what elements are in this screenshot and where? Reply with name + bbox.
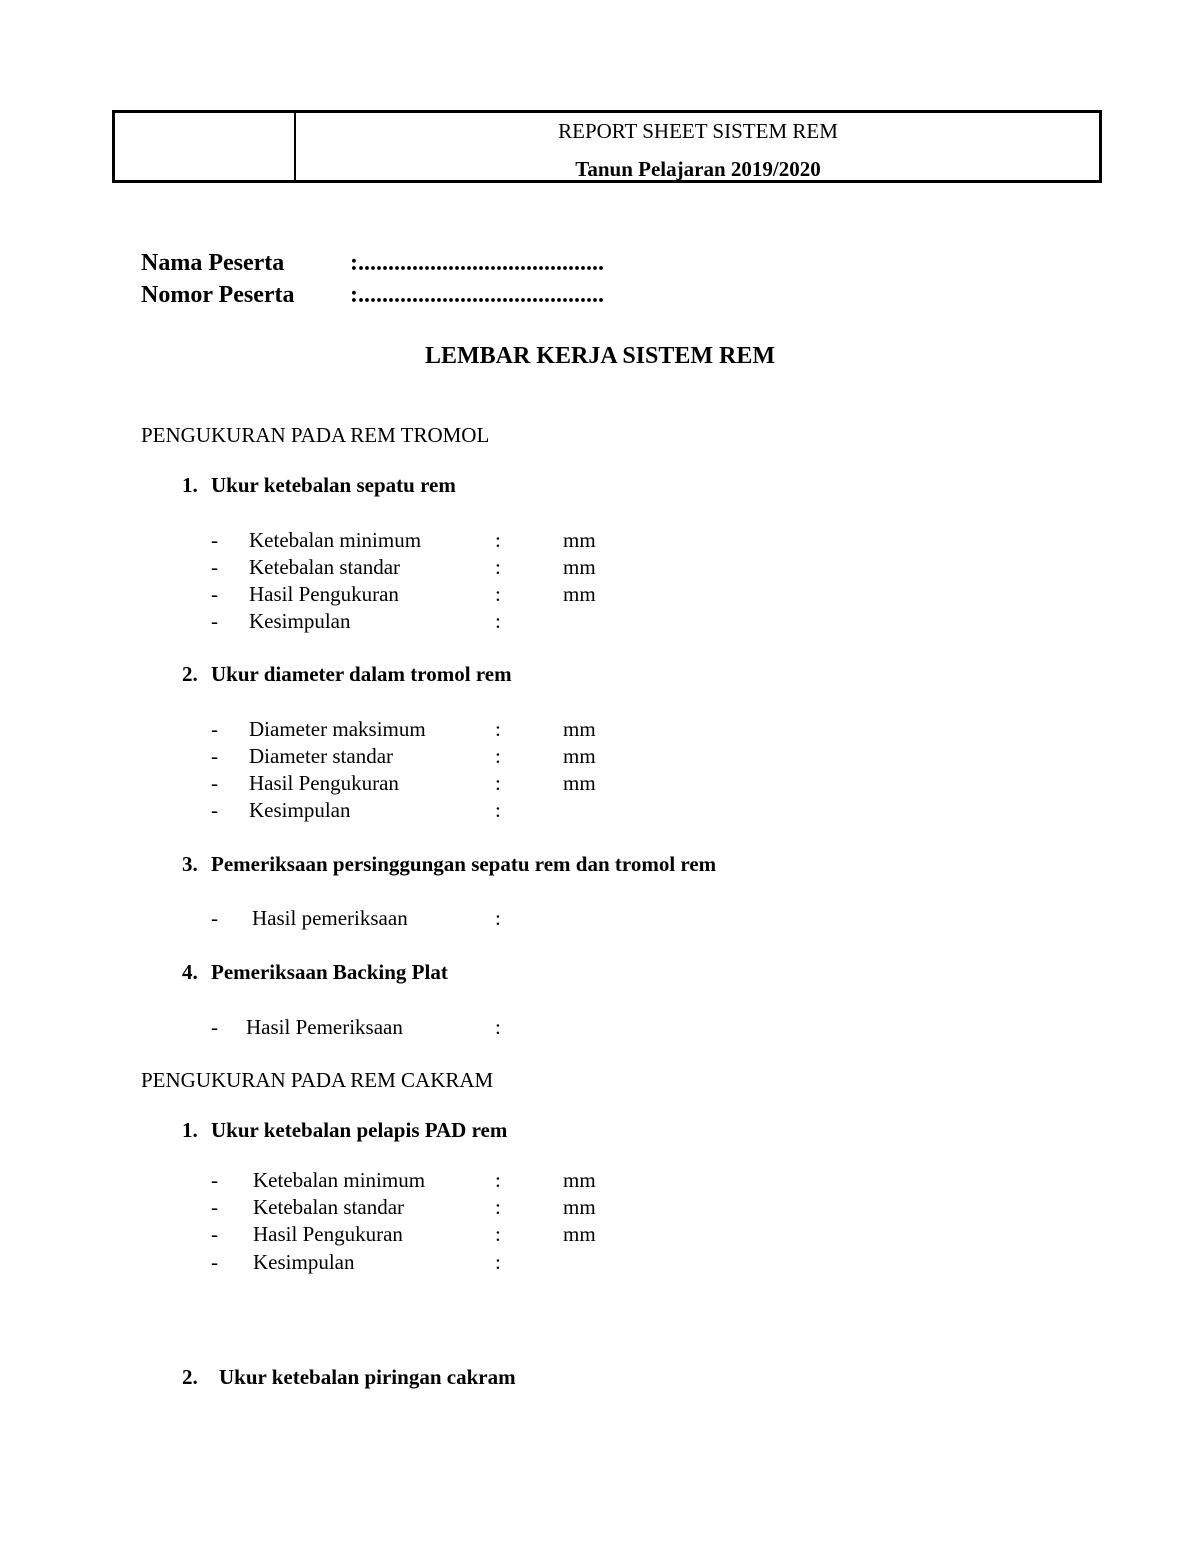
question-number: 1.: [182, 1118, 198, 1142]
name-field: :.........................................: [350, 250, 604, 276]
item-label: Diameter maksimum: [249, 717, 426, 741]
item-colon: :: [495, 1250, 501, 1274]
item-label: Ketebalan standar: [249, 555, 401, 579]
item-unit: mm: [563, 744, 596, 768]
item-unit: mm: [563, 555, 596, 579]
item-colon: :: [495, 1015, 501, 1039]
academic-year: Tanun Pelajaran 2019/2020: [575, 157, 821, 181]
item-colon: :: [495, 1168, 501, 1192]
question-text: Pemeriksaan Backing Plat: [211, 960, 448, 984]
question-text: Pemeriksaan persinggungan sepatu rem dan tromol rem: [211, 852, 717, 876]
worksheet-title: LEMBAR KERJA SISTEM REM: [424, 343, 776, 369]
list-dash: -: [211, 528, 218, 552]
item-label: Hasil pemeriksaan: [252, 906, 408, 930]
item-label: Hasil Pengukuran: [249, 582, 399, 606]
list-dash: -: [211, 555, 218, 579]
item-unit: mm: [563, 1195, 596, 1219]
item-colon: :: [495, 744, 501, 768]
question-number: 1.: [182, 473, 198, 497]
disc-section-heading: PENGUKURAN PADA REM CAKRAM: [141, 1068, 494, 1092]
list-dash: -: [211, 1195, 218, 1219]
name-label: Nama Peserta: [141, 250, 285, 276]
list-dash: -: [211, 609, 218, 633]
question-text: Ukur ketebalan piringan cakram: [219, 1365, 516, 1389]
item-colon: :: [495, 1222, 501, 1246]
item-label: Ketebalan minimum: [253, 1168, 426, 1192]
list-dash: -: [211, 1015, 218, 1039]
question-text: Ukur ketebalan sepatu rem: [211, 473, 456, 497]
item-label: Kesimpulan: [253, 1250, 355, 1274]
item-colon: :: [495, 771, 501, 795]
item-label: Hasil Pengukuran: [253, 1222, 403, 1246]
drum-section-heading: PENGUKURAN PADA REM TROMOL: [141, 423, 490, 447]
number-label: Nomor Peserta: [141, 282, 295, 308]
item-label: Diameter standar: [249, 744, 394, 768]
item-unit: mm: [563, 582, 596, 606]
question-number: 3.: [182, 852, 198, 876]
item-label: Hasil Pengukuran: [249, 771, 399, 795]
item-colon: :: [495, 582, 501, 606]
item-unit: mm: [563, 1222, 596, 1246]
item-label: Ketebalan minimum: [249, 528, 422, 552]
list-dash: -: [211, 1250, 218, 1274]
item-colon: :: [495, 609, 501, 633]
question-number: 2.: [182, 662, 198, 686]
list-dash: -: [211, 1168, 218, 1192]
header-divider: [294, 113, 296, 180]
list-dash: -: [211, 798, 218, 822]
list-dash: -: [211, 744, 218, 768]
item-label: Hasil Pemeriksaan: [246, 1015, 403, 1039]
item-colon: :: [495, 528, 501, 552]
item-label: Kesimpulan: [249, 798, 351, 822]
list-dash: -: [211, 771, 218, 795]
item-label: Kesimpulan: [249, 609, 351, 633]
list-dash: -: [211, 717, 218, 741]
item-colon: :: [495, 1195, 501, 1219]
report-title: REPORT SHEET SISTEM REM: [558, 119, 838, 143]
question-number: 4.: [182, 960, 198, 984]
list-dash: -: [211, 582, 218, 606]
item-unit: mm: [563, 771, 596, 795]
item-colon: :: [495, 906, 501, 930]
question-number: 2.: [182, 1365, 198, 1389]
item-colon: :: [495, 555, 501, 579]
number-field: :.........................................: [350, 282, 604, 308]
item-unit: mm: [563, 1168, 596, 1192]
item-unit: mm: [563, 528, 596, 552]
item-unit: mm: [563, 717, 596, 741]
list-dash: -: [211, 906, 218, 930]
question-text: Ukur diameter dalam tromol rem: [211, 662, 512, 686]
item-colon: :: [495, 798, 501, 822]
item-colon: :: [495, 717, 501, 741]
item-label: Ketebalan standar: [253, 1195, 405, 1219]
question-text: Ukur ketebalan pelapis PAD rem: [211, 1118, 508, 1142]
report-header-table: [112, 110, 1102, 183]
list-dash: -: [211, 1222, 218, 1246]
